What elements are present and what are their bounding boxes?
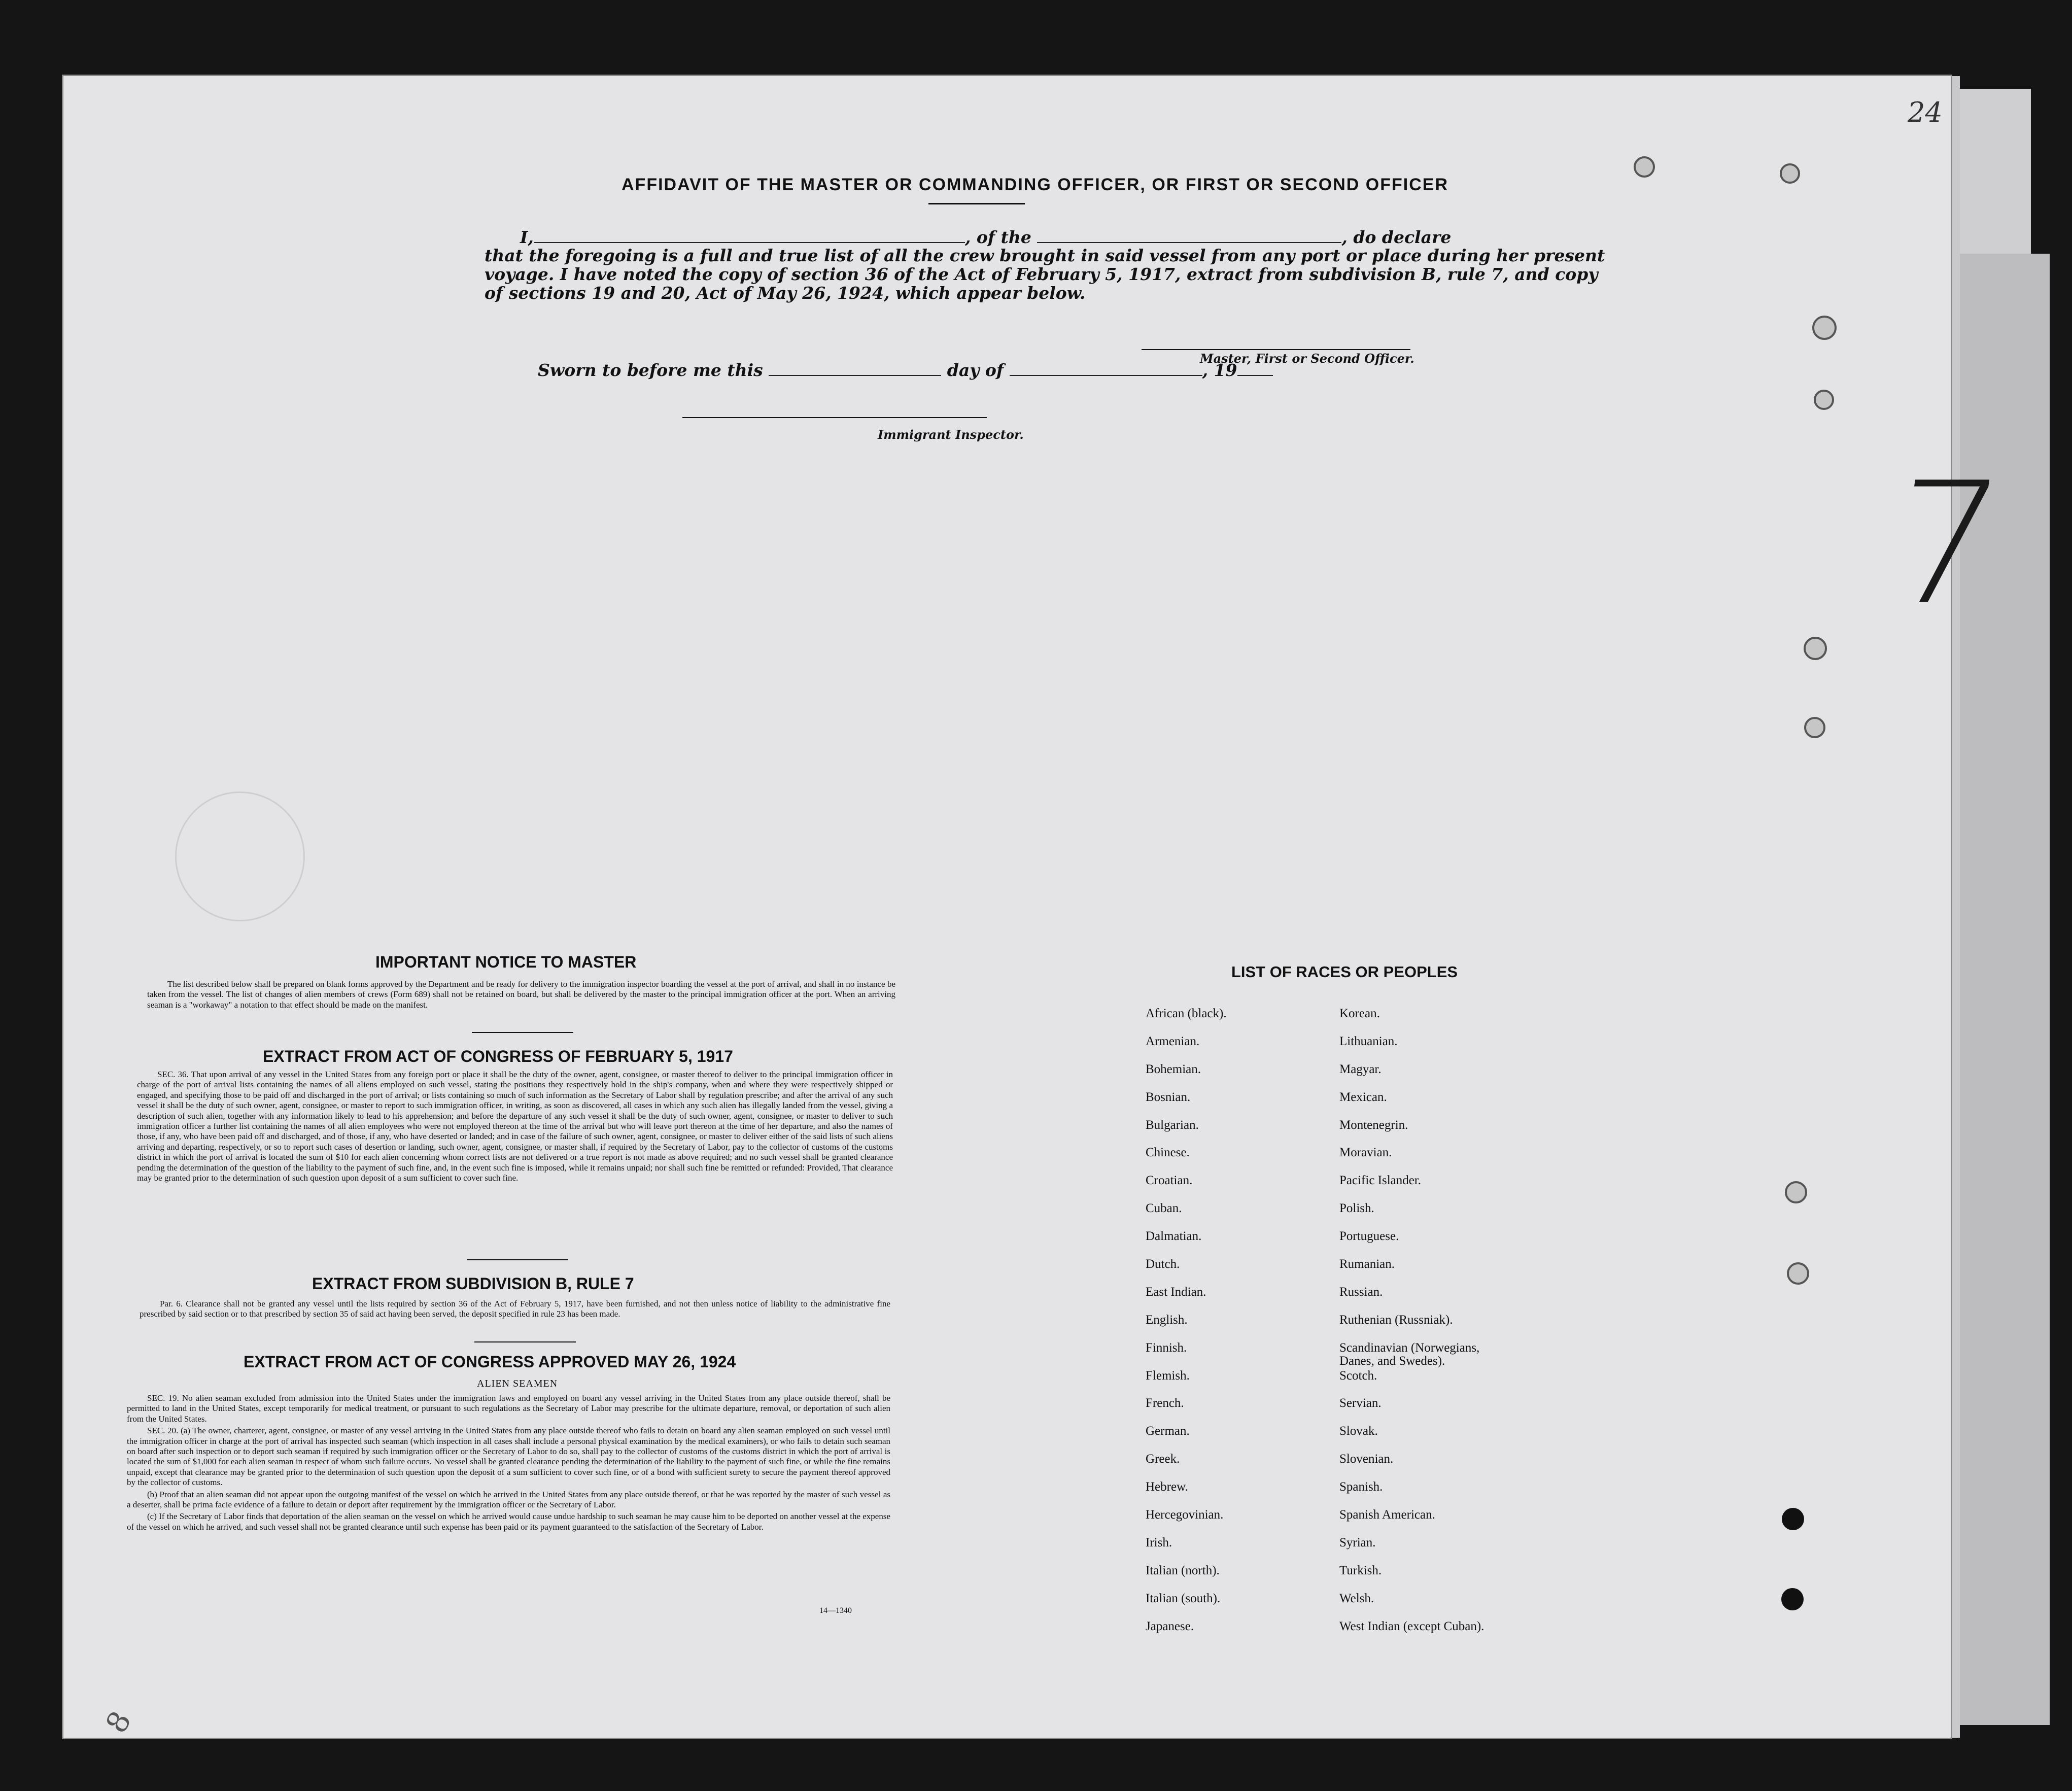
- sworn-text: Sworn to before me this: [538, 360, 763, 380]
- divider: [474, 1341, 576, 1342]
- race-item: Cuban.: [1146, 1201, 1182, 1216]
- race-item: Croatian.: [1146, 1174, 1193, 1188]
- race-item: Syrian.: [1339, 1535, 1376, 1549]
- race-item: Dutch.: [1146, 1257, 1180, 1271]
- extract-rule7-paragraph: Par. 6. Clearance shall not be granted any vessel until the lists required by section 36 of the Act of February 5, 1917, have been furnished, and not then unless notice of liability to the administrative fine prescribed by said section or to that prescribed by section 35 of said act having been served, the deposit specified in rule 23 has been made.: [140, 1299, 890, 1319]
- binder-hole: [1634, 156, 1655, 178]
- affidavit-line-2: that the foregoing is a full and true list of all the crew brought in said vessel from any port or place during her present: [485, 246, 1605, 265]
- race-item: Dalmatian.: [1146, 1229, 1202, 1244]
- binder-hole: [1785, 1181, 1807, 1203]
- name-blank: [534, 230, 965, 243]
- bottom-handwritten-number: 8: [98, 1705, 139, 1739]
- handwritten-seven: 7: [1879, 446, 2013, 641]
- extract-1917-text: [137, 1070, 893, 1185]
- extract-1917-title: EXTRACT FROM ACT OF CONGRESS OF FEBRUARY 5, 1917: [263, 1047, 733, 1065]
- race-item: Bohemian.: [1146, 1062, 1201, 1076]
- race-item: English.: [1146, 1313, 1188, 1327]
- race-item: French.: [1146, 1396, 1184, 1410]
- race-item: Italian (north).: [1146, 1563, 1220, 1577]
- binder-hole: [1787, 1262, 1809, 1285]
- race-item: Chinese.: [1146, 1146, 1190, 1160]
- affidavit-do-declare: , do declare: [1341, 227, 1452, 247]
- race-item: German.: [1146, 1424, 1190, 1438]
- race-item: African (black).: [1146, 1007, 1227, 1020]
- affidavit-line-1: [520, 227, 1451, 247]
- race-item: Finnish.: [1146, 1340, 1187, 1355]
- vessel-blank: [1037, 230, 1341, 243]
- binder-hole: [1804, 717, 1825, 738]
- race-item: Greek.: [1146, 1452, 1180, 1466]
- race-item: Ruthenian (Russniak).: [1339, 1313, 1453, 1327]
- race-item: Rumanian.: [1339, 1257, 1395, 1271]
- race-item: Polish.: [1339, 1201, 1374, 1216]
- race-item: Welsh.: [1339, 1591, 1374, 1605]
- form-number: 14—1340: [819, 1606, 852, 1615]
- affidavit-line-4: of sections 19 and 20, Act of May 26, 1924, which appear below.: [485, 283, 1086, 303]
- master-signature-line: [1142, 349, 1410, 350]
- extract-1924-sec20b: (b) Proof that an alien seaman did not appear upon the outgoing manifest of the vessel on which he arrived in the United States from any place outside thereof, or that he was reported by the master of such vessel as a deserter, shall be prima facie evidence of a failure to detain or deport after requirement by the immigration officer or the Secretary of Labor.: [127, 1489, 890, 1509]
- notice-title: IMPORTANT NOTICE TO MASTER: [375, 953, 637, 971]
- notice-paragraph: The list described below shall be prepared on blank forms approved by the Department and be ready for delivery to the immigration inspector boarding the vessel at the port of arrival, and shall in no instance be taken from the vessel. The list of changes of alien members of crews (Form 689) shall not be retained on board, but shall be delivered by the master to the principal immigration officer at the port. When an arriving seaman is a "workaway" a notation to that effect should be made on the manifest.: [147, 979, 895, 1010]
- binder-hole: [1782, 1508, 1804, 1530]
- extract-1924-sec20a: SEC. 20. (a) The owner, charterer, agent, consignee, or master of any vessel arriving in the United States from any place outside thereof who fails to detain on board any alien seaman employed on such vessel until the immigration officer in charge at the port of arrival has inspected such seaman (which inspection in all cases shall include a personal physical examination by the medical examiners), or who fails to detain such seaman on board after such inspection or to deport such seaman if required by such immigration officer or the Secretary of Labor to do so, shall pay to the collector of customs of the customs district in which the port of arrival is located the sum of $1,000 for each alien seaman in respect of whom such failure occurs. No vessel shall be granted clearance pending the determination of the liability to the payment of such fine, or while the fine remains unpaid, except that clearance may be granted prior to the determination of such question upon the deposit of a sum sufficient to cover such fine, or of a bond with sufficient surety to secure the payment thereof approved by the collector of customs.: [127, 1426, 890, 1488]
- affidavit-line-3: voyage. I have noted the copy of section 36 of the Act of February 5, 1917, extract from subdivision B, rule 7, and copy: [485, 264, 1598, 284]
- race-item: Pacific Islander.: [1339, 1174, 1422, 1188]
- race-item: Irish.: [1146, 1535, 1172, 1549]
- race-item: Portuguese.: [1339, 1229, 1399, 1244]
- races-left-column: [1146, 1007, 1227, 1647]
- race-item: Korean.: [1339, 1007, 1380, 1020]
- inspector-signature-label: Immigrant Inspector.: [878, 427, 1024, 442]
- binder-hole: [1781, 1588, 1804, 1610]
- race-item: Turkish.: [1339, 1563, 1382, 1577]
- faint-seal-stamp: [175, 791, 305, 921]
- race-item: Armenian.: [1146, 1034, 1200, 1048]
- race-item: Bulgarian.: [1146, 1118, 1199, 1132]
- races-title: LIST OF RACES OR PEOPLES: [1231, 963, 1458, 981]
- extract-rule7-text: [140, 1299, 890, 1321]
- corner-page-number: 24: [1908, 96, 1943, 128]
- race-item: Italian (south).: [1146, 1591, 1221, 1605]
- race-item: Spanish American.: [1339, 1508, 1435, 1522]
- affidavit-i: I,: [520, 227, 534, 247]
- race-item: Bosnian.: [1146, 1090, 1191, 1104]
- race-item: Mexican.: [1339, 1090, 1387, 1104]
- sworn-year: , 19: [1202, 360, 1237, 380]
- race-item: East Indian.: [1146, 1285, 1206, 1299]
- race-item: Japanese.: [1146, 1619, 1194, 1633]
- affidavit-title: AFFIDAVIT OF THE MASTER OR COMMANDING OFFICER, OR FIRST OR SECOND OFFICER: [621, 175, 1448, 194]
- race-item: Slovenian.: [1339, 1452, 1394, 1466]
- extract-1924-subtitle: ALIEN SEAMEN: [477, 1378, 558, 1389]
- notice-text: [147, 979, 895, 1012]
- race-item: Scandinavian (Norwegians, Danes, and Swedes).: [1339, 1340, 1480, 1368]
- month-blank: [1010, 363, 1202, 376]
- race-item: Servian.: [1339, 1396, 1382, 1410]
- extract-1924-text: [127, 1393, 890, 1534]
- race-item: Montenegrin.: [1339, 1118, 1408, 1132]
- binder-hole: [1804, 637, 1827, 660]
- divider: [467, 1259, 568, 1260]
- extract-1924-sec20c: (c) If the Secretary of Labor finds that deportation of the alien seaman on the vessel on which he arrived would cause undue hardship to such seaman he may cause him to be deported on another vessel at the expense of the vessel on which he arrived, and such vessel shall not be granted clearance until such expense has been paid or its payment guaranteed to the satisfaction of the Secretary of Labor.: [127, 1511, 890, 1532]
- race-item: Scotch.: [1339, 1368, 1377, 1383]
- extract-1924-sec19: SEC. 19. No alien seaman excluded from admission into the United States under the immigration laws and employed on board any vessel arriving in the United States from any place outside thereof, shall be permitted to land in the United States, except temporarily for medical treatment, or pursuant to such regulations as the Secretary of Labor may prescribe for the ultimate departure, removal, or deportation of such alien from the United States.: [127, 1393, 890, 1424]
- race-item: Russian.: [1339, 1285, 1383, 1299]
- extract-1924-title: EXTRACT FROM ACT OF CONGRESS APPROVED MAY 26, 1924: [244, 1353, 736, 1371]
- race-item: Spanish.: [1339, 1480, 1383, 1494]
- title-underline: [928, 203, 1025, 204]
- affidavit-of-the: , of the: [964, 227, 1031, 247]
- year-blank: [1237, 363, 1273, 376]
- race-item: Lithuanian.: [1339, 1034, 1398, 1048]
- race-item: Hercegovinian.: [1146, 1508, 1224, 1522]
- race-item: West Indian (except Cuban).: [1339, 1619, 1484, 1633]
- inspector-signature-line: [682, 417, 987, 418]
- race-item: Moravian.: [1339, 1146, 1392, 1160]
- race-item: Flemish.: [1146, 1368, 1190, 1383]
- extract-rule7-title: EXTRACT FROM SUBDIVISION B, RULE 7: [312, 1275, 634, 1293]
- race-item: Slovak.: [1339, 1424, 1378, 1438]
- sworn-line: [538, 360, 1273, 380]
- master-signature-label: Master, First or Second Officer.: [1200, 351, 1414, 366]
- binder-hole: [1814, 390, 1834, 410]
- race-item: Hebrew.: [1146, 1480, 1188, 1494]
- sworn-day-of: day of: [947, 360, 1004, 380]
- divider: [472, 1032, 573, 1033]
- binder-hole: [1812, 316, 1837, 340]
- race-item: Magyar.: [1339, 1062, 1382, 1076]
- races-right-column: [1339, 1007, 1512, 1647]
- day-blank: [769, 363, 941, 376]
- extract-1917-paragraph: SEC. 36. That upon arrival of any vessel in the United States from any foreign port or place it shall be the duty of the owner, agent, consignee, or master thereof to deliver to the principal immigration officer in charge of the port of arrival lists containing the names of all aliens employed on such vessel, stating the positions they respectively hold in the ship's company, when and where they were respectively shipped or engaged, and specifying those to be paid off and discharged in the port of arrival; or lists containing so much of such information as the Secretary of Labor shall by regulation prescribe; and after the arrival of any such vessel it shall be the duty of such owner, agent, consignee, or master to report to such immigration officer, in writing, as soon as discovered, all cases in which any such alien has illegally landed from the vessel, giving a description of such alien, together with any information likely to lead to his apprehension; and before the departure of any such vessel it shall be the duty of such owner, agent, consignee, or master to deliver to such immigration officer a further list containing the names of all alien employees who were not employed thereon at the time of the arrival but who will leave port thereon at the time of her departure, and also the names of those, if any, who have been paid off and discharged, and of those, if any, who have deserted or landed; and in case of the failure of such owner, agent, consignee, or master to deliver either of the said lists of such aliens arriving and departing, respectively, or so to report such cases of desertion or landing, such owner, agent, consignee, or master shall, if required by the Secretary of Labor, pay to the collector of customs of the customs district in which the port of arrival is located the sum of $10 for each alien concerning whom correct lists are not delivered or a true report is not made as above required; and no such vessel shall be granted clearance pending the determination of the question of the liability to the payment of such fine, and, in the event such fine is imposed, while it remains unpaid; nor shall such fine be remitted or refunded: Provided, That clearance may be granted prior to the determination of such question upon deposit of a sum sufficient to cover such fine.: [137, 1070, 893, 1183]
